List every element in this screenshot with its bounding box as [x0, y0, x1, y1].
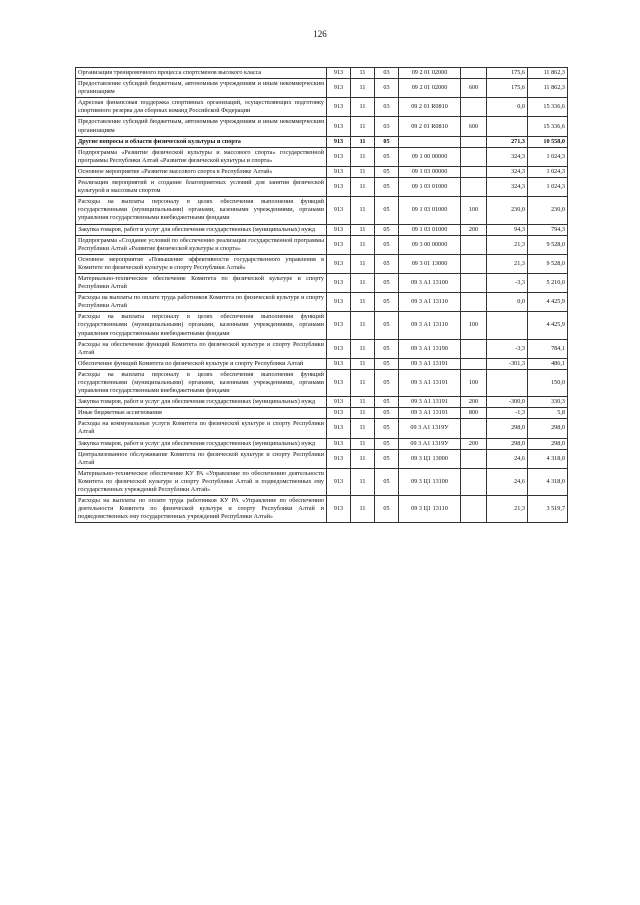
row-name: Закупка товаров, работ и услуг для обеспечения государственных (муниципальных) нужд	[76, 397, 327, 408]
subsection-code: 05	[375, 136, 399, 147]
expense-type-code	[461, 136, 487, 147]
grbs-code: 913	[327, 136, 351, 147]
section-code: 11	[351, 419, 375, 438]
section-code: 11	[351, 468, 375, 495]
table-row	[76, 98, 568, 117]
grbs-code: 913	[327, 496, 351, 523]
change-amount: 298,0	[487, 419, 528, 438]
expense-type-code	[461, 468, 487, 495]
section-code: 11	[351, 312, 375, 339]
change-amount: 0,0	[487, 293, 528, 312]
row-name: Подпрограмма «Развитие физической культуры и массового спорта» государственной программы Республики Алтай «Развитие физической культуры и спорта»	[76, 147, 327, 166]
subsection-code: 05	[375, 147, 399, 166]
row-name: Материально-техническое обеспечение КУ РА «Управление по обеспечению деятельности Комитета по физической культуре и спорту Республики Алтай и подведомственных ему государственных учреждений Республики Алтай»	[76, 468, 327, 495]
total-amount: 298,0	[528, 438, 568, 449]
section-code: 11	[351, 254, 375, 273]
target-article-code: 09 3 Ц1 13000	[399, 449, 461, 468]
row-name: Расходы на выплаты по оплате труда работников КУ РА «Управление по обеспечению деятельности Комитета по физической культуре и спорту Республики Алтай и подведомственных ему государственных учреждений Республики Алтай»	[76, 496, 327, 523]
row-name: Расходы на выплаты персоналу в целях обеспечения выполнения функций государственными (муниципальными) органами, казенными учреждениями, органами управления государственными внебюджетными фондами	[76, 312, 327, 339]
grbs-code: 913	[327, 312, 351, 339]
expense-type-code	[461, 147, 487, 166]
expense-type-code	[461, 235, 487, 254]
table-row	[76, 235, 568, 254]
target-article-code: 09 1 00 00000	[399, 147, 461, 166]
total-amount: 1 024,3	[528, 166, 568, 177]
row-name: Закупка товаров, работ и услуг для обеспечения государственных (муниципальных) нужд	[76, 438, 327, 449]
grbs-code: 913	[327, 224, 351, 235]
expense-type-code: 100	[461, 369, 487, 396]
grbs-code: 913	[327, 166, 351, 177]
expense-type-code	[461, 358, 487, 369]
expense-type-code	[461, 68, 487, 79]
subsection-code: 05	[375, 468, 399, 495]
change-amount: 324,3	[487, 178, 528, 197]
row-name: Предоставление субсидий бюджетным, автономным учреждениям и иным некоммерческим организациям	[76, 117, 327, 136]
change-amount: 24,6	[487, 449, 528, 468]
table-row	[76, 178, 568, 197]
section-code: 11	[351, 224, 375, 235]
total-amount: 784,1	[528, 339, 568, 358]
section-code: 11	[351, 449, 375, 468]
total-amount: 486,1	[528, 358, 568, 369]
change-amount: -3,3	[487, 339, 528, 358]
table-body	[76, 68, 568, 523]
grbs-code: 913	[327, 178, 351, 197]
section-code: 11	[351, 178, 375, 197]
total-amount: 4 425,9	[528, 293, 568, 312]
table-row	[76, 68, 568, 79]
row-name: Материально-техническое обеспечение Комитета по физической культуре и спорту Республики Алтай	[76, 273, 327, 292]
total-amount: 15 336,6	[528, 98, 568, 117]
subsection-code: 05	[375, 397, 399, 408]
table-row	[76, 254, 568, 273]
row-name: Централизованное обслуживание Комитета по физической культуре и спорту Республики Алтай	[76, 449, 327, 468]
grbs-code: 913	[327, 147, 351, 166]
target-article-code: 09 3 А1 13110	[399, 312, 461, 339]
expense-type-code	[461, 449, 487, 468]
grbs-code: 913	[327, 254, 351, 273]
target-article-code: 09 2 01 02000	[399, 68, 461, 79]
grbs-code: 913	[327, 117, 351, 136]
target-article-code: 09 3 А1 13191	[399, 369, 461, 396]
table-row	[76, 166, 568, 177]
target-article-code: 09 3 Ц1 13100	[399, 468, 461, 495]
subsection-code: 03	[375, 117, 399, 136]
target-article-code: 09 3 А1 13191	[399, 358, 461, 369]
total-amount: 4 318,0	[528, 449, 568, 468]
section-code: 11	[351, 397, 375, 408]
expense-type-code: 600	[461, 117, 487, 136]
grbs-code: 913	[327, 449, 351, 468]
target-article-code: 09 3 А1 13110	[399, 293, 461, 312]
change-amount: 0,0	[487, 98, 528, 117]
total-amount: 15 336,6	[528, 117, 568, 136]
section-code: 11	[351, 98, 375, 117]
grbs-code: 913	[327, 408, 351, 419]
section-code: 11	[351, 117, 375, 136]
change-amount	[487, 369, 528, 396]
subsection-code: 05	[375, 273, 399, 292]
table-row	[76, 358, 568, 369]
change-amount: 21,3	[487, 496, 528, 523]
target-article-code	[399, 136, 461, 147]
row-name: Закупка товаров, работ и услуг для обеспечения государственных (муниципальных) нужд	[76, 224, 327, 235]
target-article-code: 09 3 А1 13100	[399, 273, 461, 292]
subsection-code: 05	[375, 438, 399, 449]
row-name: Иные бюджетные ассигнования	[76, 408, 327, 419]
row-name: Обеспечение функций Комитета по физической культуре и спорту Республики Алтай	[76, 358, 327, 369]
change-amount: -301,3	[487, 358, 528, 369]
table-row	[76, 339, 568, 358]
table-row	[76, 79, 568, 98]
target-article-code: 09 3 А1 13190	[399, 339, 461, 358]
subsection-code: 05	[375, 197, 399, 224]
table-row	[76, 408, 568, 419]
change-amount: 175,6	[487, 68, 528, 79]
page-number: 126	[313, 29, 327, 39]
total-amount: 4 425,9	[528, 312, 568, 339]
subsection-code: 05	[375, 293, 399, 312]
subsection-code: 03	[375, 98, 399, 117]
total-amount: 4 318,0	[528, 468, 568, 495]
row-name: Предоставление субсидий бюджетным, автономным учреждениям и иным некоммерческим организациям	[76, 79, 327, 98]
total-amount: 794,3	[528, 224, 568, 235]
expense-type-code: 800	[461, 408, 487, 419]
total-amount: 298,0	[528, 419, 568, 438]
grbs-code: 913	[327, 273, 351, 292]
section-code: 11	[351, 166, 375, 177]
section-code: 11	[351, 79, 375, 98]
target-article-code: 09 2 01 02000	[399, 79, 461, 98]
section-code: 11	[351, 408, 375, 419]
change-amount: 94,3	[487, 224, 528, 235]
section-code: 11	[351, 136, 375, 147]
row-name: Подпрограмма «Создание условий по обеспечению реализации государственной программы Республики Алтай «Развитие физической культуры и спорта»	[76, 235, 327, 254]
change-amount: 324,3	[487, 166, 528, 177]
expense-type-code	[461, 166, 487, 177]
subsection-code: 05	[375, 369, 399, 396]
total-amount: 5 210,0	[528, 273, 568, 292]
budget-table	[75, 67, 568, 523]
expense-type-code	[461, 178, 487, 197]
target-article-code: 09 1 03 01000	[399, 224, 461, 235]
row-name: Расходы на выплаты по оплате труда работников Комитета по физической культуре и спорту Республики Алтай	[76, 293, 327, 312]
target-article-code: 09 1 03 01000	[399, 197, 461, 224]
row-name: Реализация мероприятий и создание благоприятных условий для занятия физической культурой и массовым спортом	[76, 178, 327, 197]
table-row	[76, 273, 568, 292]
change-amount: -300,0	[487, 397, 528, 408]
section-code: 11	[351, 273, 375, 292]
grbs-code: 913	[327, 98, 351, 117]
grbs-code: 913	[327, 197, 351, 224]
grbs-code: 913	[327, 68, 351, 79]
table-row	[76, 224, 568, 235]
total-amount: 1 024,3	[528, 178, 568, 197]
row-name: Расходы на выплаты персоналу в целях обеспечения выполнения функций государственными (муниципальными) органами, казенными учреждениями, органами управления государственными внебюджетными фондами	[76, 369, 327, 396]
expense-type-code: 600	[461, 79, 487, 98]
subsection-code: 05	[375, 254, 399, 273]
total-amount: 9 528,0	[528, 254, 568, 273]
grbs-code: 913	[327, 358, 351, 369]
expense-type-code: 100	[461, 197, 487, 224]
table-row	[76, 293, 568, 312]
subsection-code: 05	[375, 224, 399, 235]
table-row	[76, 117, 568, 136]
section-code: 11	[351, 339, 375, 358]
change-amount: 24,6	[487, 468, 528, 495]
change-amount: -1,3	[487, 408, 528, 419]
table-row	[76, 197, 568, 224]
total-amount: 9 528,0	[528, 235, 568, 254]
change-amount: 21,3	[487, 254, 528, 273]
target-article-code: 09 3 А1 13191	[399, 397, 461, 408]
section-code: 11	[351, 358, 375, 369]
row-name: Основное мероприятие «Повышение эффективности государственного управления в Комитете по физической культуре и спорту Республики Алтай»	[76, 254, 327, 273]
table-row	[76, 468, 568, 495]
change-amount: 230,0	[487, 197, 528, 224]
total-amount: 11 862,3	[528, 79, 568, 98]
change-amount: 21,3	[487, 235, 528, 254]
target-article-code: 09 2 01 R0810	[399, 98, 461, 117]
expense-type-code	[461, 293, 487, 312]
target-article-code: 09 3 01 13000	[399, 254, 461, 273]
grbs-code: 913	[327, 339, 351, 358]
grbs-code: 913	[327, 419, 351, 438]
subsection-code: 05	[375, 496, 399, 523]
table-row	[76, 136, 568, 147]
target-article-code: 09 1 03 01000	[399, 178, 461, 197]
table-row	[76, 449, 568, 468]
total-amount: 330,3	[528, 397, 568, 408]
section-code: 11	[351, 235, 375, 254]
target-article-code: 09 3 Ц1 13110	[399, 496, 461, 523]
change-amount	[487, 117, 528, 136]
subsection-code: 03	[375, 68, 399, 79]
row-name: Адресная финансовая поддержка спортивных организаций, осуществляющих подготовку спортивного резерва для сборных команд Российской Федерации	[76, 98, 327, 117]
subsection-code: 05	[375, 178, 399, 197]
subsection-code: 05	[375, 312, 399, 339]
row-name: Другие вопросы в области физической культуры и спорта	[76, 136, 327, 147]
section-code: 11	[351, 369, 375, 396]
subsection-code: 05	[375, 235, 399, 254]
table-row	[76, 369, 568, 396]
total-amount: 5,8	[528, 408, 568, 419]
table-row	[76, 438, 568, 449]
subsection-code: 05	[375, 449, 399, 468]
expense-type-code: 200	[461, 397, 487, 408]
total-amount: 1 024,3	[528, 147, 568, 166]
expense-type-code	[461, 98, 487, 117]
grbs-code: 913	[327, 369, 351, 396]
expense-type-code: 100	[461, 312, 487, 339]
section-code: 11	[351, 147, 375, 166]
expense-type-code	[461, 339, 487, 358]
grbs-code: 913	[327, 79, 351, 98]
change-amount: -3,3	[487, 273, 528, 292]
total-amount: 3 519,7	[528, 496, 568, 523]
change-amount: 324,3	[487, 147, 528, 166]
grbs-code: 913	[327, 235, 351, 254]
section-code: 11	[351, 68, 375, 79]
section-code: 11	[351, 496, 375, 523]
expense-type-code	[461, 419, 487, 438]
grbs-code: 913	[327, 468, 351, 495]
grbs-code: 913	[327, 438, 351, 449]
target-article-code: 09 3 А1 13191	[399, 408, 461, 419]
subsection-code: 05	[375, 339, 399, 358]
subsection-code: 03	[375, 79, 399, 98]
total-amount: 11 862,3	[528, 68, 568, 79]
target-article-code: 09 1 03 00000	[399, 166, 461, 177]
row-name: Организация тренировочного процесса спортсменов высокого класса	[76, 68, 327, 79]
total-amount: 230,0	[528, 197, 568, 224]
section-code: 11	[351, 197, 375, 224]
subsection-code: 05	[375, 408, 399, 419]
target-article-code: 09 3 00 00000	[399, 235, 461, 254]
expense-type-code	[461, 254, 487, 273]
total-amount: 150,0	[528, 369, 568, 396]
expense-type-code	[461, 496, 487, 523]
row-name: Расходы на обеспечение функций Комитета по физической культуре и спорту Республики Алтай	[76, 339, 327, 358]
subsection-code: 05	[375, 358, 399, 369]
grbs-code: 913	[327, 293, 351, 312]
section-code: 11	[351, 438, 375, 449]
row-name: Основное мероприятие «Развитие массового спорта в Республике Алтай»	[76, 166, 327, 177]
row-name: Расходы на коммунальные услуги Комитета по физической культуре и спорту Республики Алтай	[76, 419, 327, 438]
total-amount: 10 558,0	[528, 136, 568, 147]
section-code: 11	[351, 293, 375, 312]
target-article-code: 09 2 01 R0810	[399, 117, 461, 136]
table-row	[76, 397, 568, 408]
target-article-code: 09 3 А1 1319У	[399, 438, 461, 449]
subsection-code: 05	[375, 166, 399, 177]
subsection-code: 05	[375, 419, 399, 438]
expense-type-code: 200	[461, 438, 487, 449]
target-article-code: 09 3 А1 1319У	[399, 419, 461, 438]
change-amount: 298,0	[487, 438, 528, 449]
table-row	[76, 496, 568, 523]
change-amount: 175,6	[487, 79, 528, 98]
expense-type-code	[461, 273, 487, 292]
row-name: Расходы на выплаты персоналу в целях обеспечения выполнения функций государственными (муниципальными) органами, казенными учреждениями, органами управления государственными внебюджетными фондами	[76, 197, 327, 224]
grbs-code: 913	[327, 397, 351, 408]
change-amount	[487, 312, 528, 339]
change-amount: 271,3	[487, 136, 528, 147]
table-row	[76, 419, 568, 438]
table-row	[76, 147, 568, 166]
expense-type-code: 200	[461, 224, 487, 235]
table-row	[76, 312, 568, 339]
